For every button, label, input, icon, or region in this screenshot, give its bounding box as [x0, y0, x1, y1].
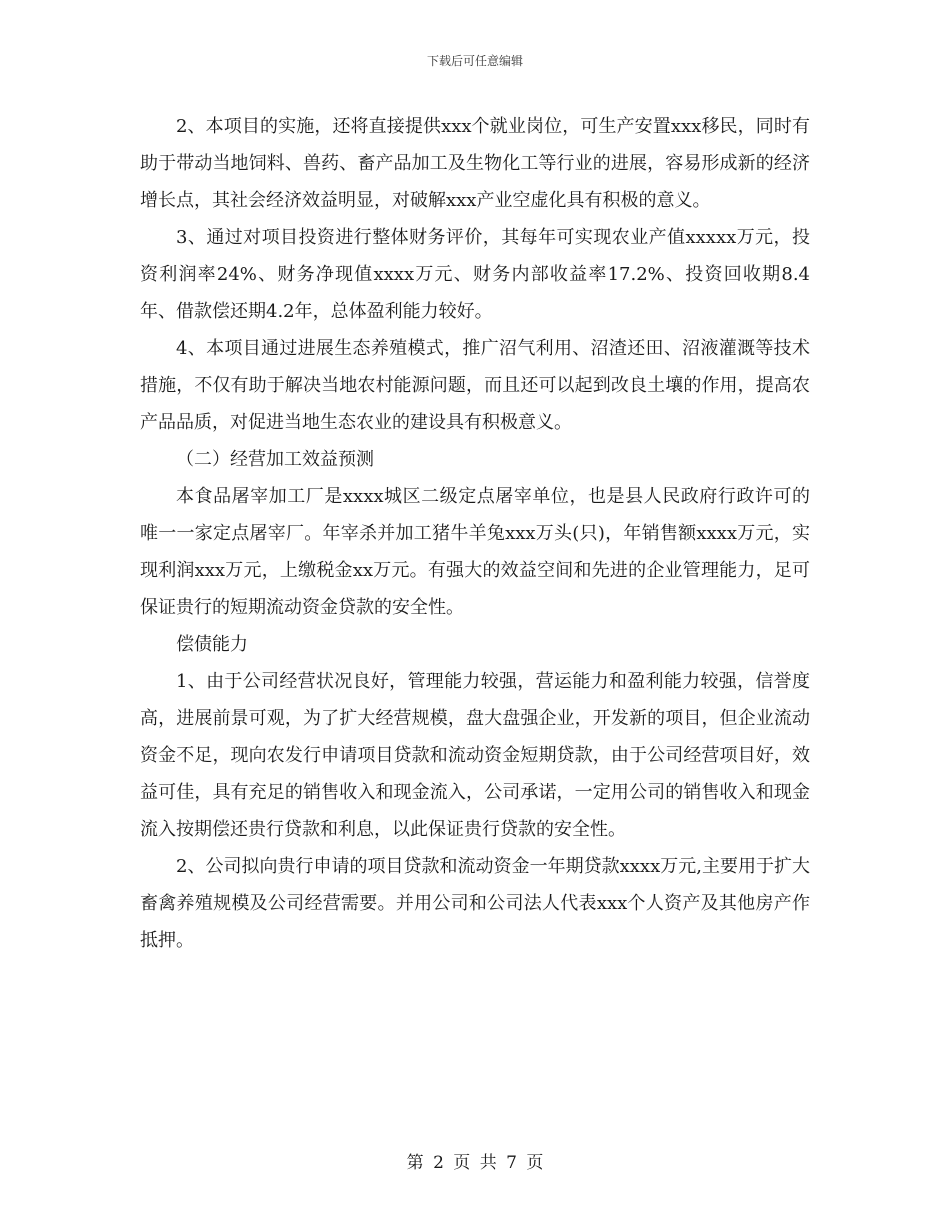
- paragraph-item-4: 4、本项目通过进展生态养殖模式，推广沼气利用、沼渣还田、沼液灌溉等技术措施，不仅有助于解决当地农村能源问题，而且还可以起到改良土壤的作用，提高农产品品质，对促进当地生态农业的建设具有积极意义。: [140, 338, 810, 433]
- page-header: 下载后可任意编辑: [426, 54, 523, 68]
- document-body: [140, 108, 810, 959]
- section-heading-operations: （二）经营加工效益预测: [176, 449, 374, 470]
- paragraph-processing-plant: 本食品屠宰加工厂是xxxx城区二级定点屠宰单位，也是县人民政府行政许可的唯一一家定点屠宰厂。年宰杀并加工猪牛羊兔xxx万头(只)，年销售额xxxx万元，实现利润xxx万元，上缴税金xx万元。有强大的效益空间和先进的企业管理能力，足可保证贵行的短期流动资金贷款的安全性。: [140, 486, 810, 618]
- section-heading-debt-capacity: 偿债能力: [176, 634, 248, 655]
- paragraph-debt-item-2: 2、公司拟向贵行申请的项目贷款和流动资金一年期贷款xxxx万元,主要用于扩大畜禽养殖规模及公司经营需要。并用公司和公司法人代表xxx个人资产及其他房产作抵押。: [140, 856, 810, 951]
- page-number: 第 2 页 共 7 页: [406, 1153, 544, 1173]
- paragraph-item-3: 3、通过对项目投资进行整体财务评价，其每年可实现农业产值xxxxx万元，投资利润率24%、财务净现值xxxx万元、财务内部收益率17.2%、投资回收期8.4年、借款偿还期4.2年，总体盈利能力较好。: [140, 227, 810, 322]
- paragraph-debt-item-1: 1、由于公司经营状况良好，管理能力较强，营运能力和盈利能力较强，信誉度高，进展前景可观，为了扩大经营规模，盘大盘强企业，开发新的项目，但企业流动资金不足，现向农发行申请项目贷款和流动资金短期贷款，由于公司经营项目好，效益可佳，具有充足的销售收入和现金流入，公司承诺，一定用公司的销售收入和现金流入按期偿还贵行贷款和利息，以此保证贵行贷款的安全性。: [140, 671, 810, 840]
- paragraph-item-2: 2、本项目的实施，还将直接提供xxx个就业岗位，可生产安置xxx移民，同时有助于带动当地饲料、兽药、畜产品加工及生物化工等行业的进展，容易形成新的经济增长点，其社会经济效益明显，对破解xxx产业空虚化具有积极的意义。: [140, 116, 810, 211]
